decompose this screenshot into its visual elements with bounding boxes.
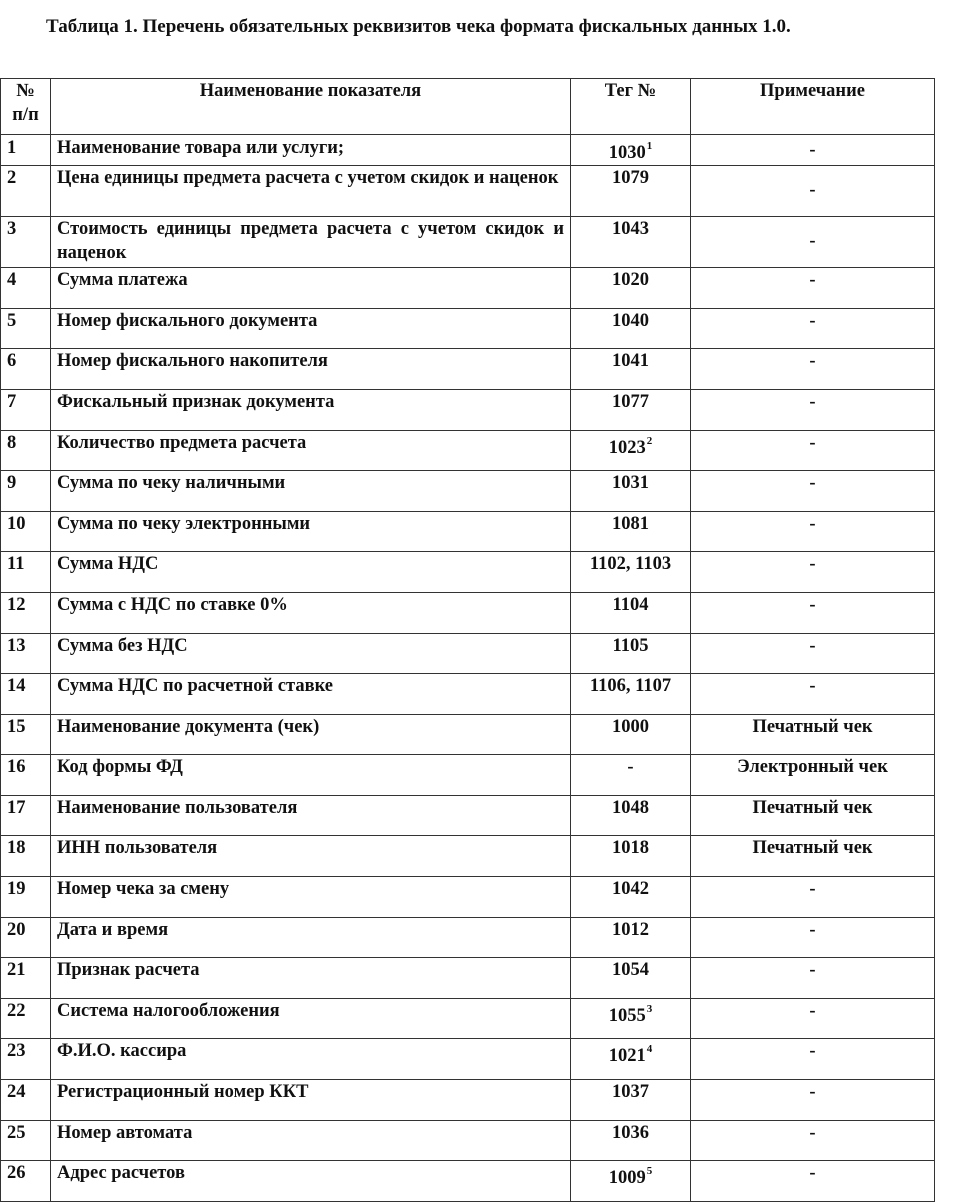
table-row <box>1 166 935 217</box>
table-header-row <box>1 79 935 135</box>
note-cell: - <box>691 308 935 349</box>
tag-number: 1048 <box>612 797 649 818</box>
row-number: 16 <box>1 755 51 796</box>
table-row <box>1 1161 935 1202</box>
note-cell: - <box>691 998 935 1039</box>
table-row <box>1 592 935 633</box>
note-cell: - <box>691 349 935 390</box>
table-row <box>1 430 935 471</box>
row-number: 26 <box>1 1161 51 1202</box>
note-cell: - <box>691 1039 935 1080</box>
tag-cell <box>571 135 691 166</box>
row-number: 7 <box>1 389 51 430</box>
row-number: 22 <box>1 998 51 1039</box>
table-row <box>1 135 935 166</box>
tag-cell <box>571 592 691 633</box>
table-row <box>1 552 935 593</box>
row-number: 9 <box>1 471 51 512</box>
column-header-number-line2: п/п <box>12 105 39 125</box>
indicator-name: Номер фискального накопителя <box>51 349 571 390</box>
tag-number: 1012 <box>612 919 649 940</box>
table-row <box>1 674 935 715</box>
row-number: 24 <box>1 1080 51 1121</box>
table-row <box>1 308 935 349</box>
indicator-name: Адрес расчетов <box>51 1161 571 1202</box>
indicator-name: Номер чека за смену <box>51 877 571 918</box>
indicator-name: Сумма по чеку электронными <box>51 511 571 552</box>
indicator-name: Сумма НДС по расчетной ставке <box>51 674 571 715</box>
tag-cell <box>571 836 691 877</box>
note-cell: - <box>691 633 935 674</box>
tag-cell <box>571 308 691 349</box>
note-cell: - <box>691 958 935 999</box>
note-cell: - <box>691 471 935 512</box>
tag-cell <box>571 471 691 512</box>
column-header-number-line1: № <box>16 81 35 101</box>
indicator-name: Дата и время <box>51 917 571 958</box>
indicator-name: Номер фискального документа <box>51 308 571 349</box>
tag-number: 1054 <box>612 960 649 981</box>
column-header-tag: Тег № <box>571 79 691 135</box>
indicator-name: Признак расчета <box>51 958 571 999</box>
column-header-note: Примечание <box>691 79 935 135</box>
indicator-name: Наименование товара или услуги; <box>51 135 571 166</box>
table-row <box>1 511 935 552</box>
note-cell: - <box>691 217 935 268</box>
note-cell: - <box>691 511 935 552</box>
tag-number: 1104 <box>612 594 649 615</box>
tag-cell <box>571 998 691 1039</box>
indicator-name: Наименование документа (чек) <box>51 714 571 755</box>
row-number: 17 <box>1 795 51 836</box>
footnote-marker: 1 <box>646 140 653 152</box>
tag-number: 1040 <box>612 310 649 331</box>
row-number: 12 <box>1 592 51 633</box>
table-row <box>1 1120 935 1161</box>
row-number: 4 <box>1 268 51 309</box>
row-number: 23 <box>1 1039 51 1080</box>
indicator-name: Цена единицы предмета расчета с учетом скидок и наценок <box>51 166 571 217</box>
table-row <box>1 836 935 877</box>
tag-number: 1030 <box>608 143 646 164</box>
tag-cell <box>571 714 691 755</box>
row-number: 3 <box>1 217 51 268</box>
table-row <box>1 795 935 836</box>
requisites-table <box>0 78 935 1202</box>
table-row <box>1 877 935 918</box>
tag-cell <box>571 958 691 999</box>
tag-cell <box>571 633 691 674</box>
tag-number: 1102, 1103 <box>589 554 672 575</box>
table-row <box>1 998 935 1039</box>
note-cell: - <box>691 1120 935 1161</box>
table-row <box>1 217 935 268</box>
tag-cell <box>571 877 691 918</box>
tag-cell <box>571 1080 691 1121</box>
tag-number: 1009 <box>608 1168 646 1189</box>
note-cell: - <box>691 592 935 633</box>
indicator-name: Регистрационный номер ККТ <box>51 1080 571 1121</box>
row-number: 21 <box>1 958 51 999</box>
indicator-name: Сумма по чеку наличными <box>51 471 571 512</box>
table-title: Таблица 1. Перечень обязательных реквизитов чека формата фискальных данных 1.0. <box>46 16 791 37</box>
row-number: 10 <box>1 511 51 552</box>
tag-number: 1020 <box>612 270 649 291</box>
tag-number: 1055 <box>608 1006 646 1026</box>
table-row <box>1 755 935 796</box>
note-cell: - <box>691 674 935 715</box>
row-number: 18 <box>1 836 51 877</box>
table-row <box>1 268 935 309</box>
table-row <box>1 714 935 755</box>
row-number: 15 <box>1 714 51 755</box>
tag-number: 1105 <box>612 635 649 656</box>
footnote-marker: 4 <box>646 1043 653 1056</box>
note-cell: - <box>691 166 935 217</box>
tag-cell <box>571 166 691 217</box>
table-body <box>1 135 935 1202</box>
tag-number: - <box>627 757 634 778</box>
tag-cell <box>571 389 691 430</box>
column-header-name: Наименование показателя <box>51 79 571 135</box>
indicator-name: Стоимость единицы предмета расчета с учетом скидок и наценок <box>51 217 571 268</box>
table-row <box>1 958 935 999</box>
tag-cell <box>571 674 691 715</box>
tag-cell <box>571 755 691 796</box>
indicator-name: Номер автомата <box>51 1120 571 1161</box>
indicator-name: Система налогообложения <box>51 998 571 1039</box>
footnote-marker: 5 <box>646 1165 653 1178</box>
indicator-name: Сумма НДС <box>51 552 571 593</box>
tag-number: 1106, 1107 <box>589 676 672 697</box>
tag-cell <box>571 795 691 836</box>
note-cell: - <box>691 877 935 918</box>
note-cell: - <box>691 917 935 958</box>
note-cell: - <box>691 268 935 309</box>
table-row <box>1 349 935 390</box>
note-cell: Электронный чек <box>691 755 935 796</box>
tag-cell <box>571 217 691 268</box>
tag-number: 1021 <box>608 1046 646 1067</box>
tag-cell <box>571 1039 691 1080</box>
indicator-name: ИНН пользователя <box>51 836 571 877</box>
indicator-name: Наименование пользователя <box>51 795 571 836</box>
indicator-name: Сумма без НДС <box>51 633 571 674</box>
note-cell: - <box>691 135 935 166</box>
note-cell: Печатный чек <box>691 714 935 755</box>
tag-number: 1077 <box>612 391 649 412</box>
table-row <box>1 471 935 512</box>
tag-number: 1042 <box>612 879 649 900</box>
row-number: 11 <box>1 552 51 593</box>
tag-cell <box>571 268 691 309</box>
row-number: 25 <box>1 1120 51 1161</box>
tag-number: 1037 <box>612 1082 649 1103</box>
note-cell: Печатный чек <box>691 836 935 877</box>
tag-number: 1018 <box>612 838 649 859</box>
row-number: 8 <box>1 430 51 471</box>
note-cell: Печатный чек <box>691 795 935 836</box>
note-cell: - <box>691 1080 935 1121</box>
indicator-name: Ф.И.О. кассира <box>51 1039 571 1080</box>
table-row <box>1 1080 935 1121</box>
indicator-name: Код формы ФД <box>51 755 571 796</box>
row-number: 14 <box>1 674 51 715</box>
row-number: 19 <box>1 877 51 918</box>
table-row <box>1 633 935 674</box>
table-row <box>1 389 935 430</box>
note-cell: - <box>691 430 935 471</box>
footnote-marker: 3 <box>646 1002 653 1015</box>
row-number: 2 <box>1 166 51 217</box>
tag-cell <box>571 552 691 593</box>
note-cell: - <box>691 552 935 593</box>
tag-number: 1079 <box>612 168 649 189</box>
indicator-name: Фискальный признак документа <box>51 389 571 430</box>
row-number: 13 <box>1 633 51 674</box>
row-number: 6 <box>1 349 51 390</box>
indicator-name: Сумма платежа <box>51 268 571 309</box>
footnote-marker: 2 <box>646 434 653 447</box>
column-header-number <box>1 79 51 135</box>
row-number: 1 <box>1 135 51 166</box>
tag-cell <box>571 917 691 958</box>
row-number: 5 <box>1 308 51 349</box>
tag-cell <box>571 430 691 471</box>
tag-number: 1081 <box>612 513 649 534</box>
note-cell: - <box>691 389 935 430</box>
tag-number: 1031 <box>612 473 649 494</box>
indicator-name: Количество предмета расчета <box>51 430 571 471</box>
indicator-name: Сумма с НДС по ставке 0% <box>51 592 571 633</box>
row-number: 20 <box>1 917 51 958</box>
tag-number: 1023 <box>608 437 646 458</box>
tag-number: 1043 <box>612 219 649 240</box>
table-row <box>1 917 935 958</box>
tag-cell <box>571 349 691 390</box>
note-cell: - <box>691 1161 935 1202</box>
tag-cell <box>571 1120 691 1161</box>
tag-number: 1041 <box>612 351 649 372</box>
tag-number: 1036 <box>612 1122 649 1143</box>
tag-cell <box>571 511 691 552</box>
tag-cell <box>571 1161 691 1202</box>
tag-number: 1000 <box>612 716 649 737</box>
table-row <box>1 1039 935 1080</box>
